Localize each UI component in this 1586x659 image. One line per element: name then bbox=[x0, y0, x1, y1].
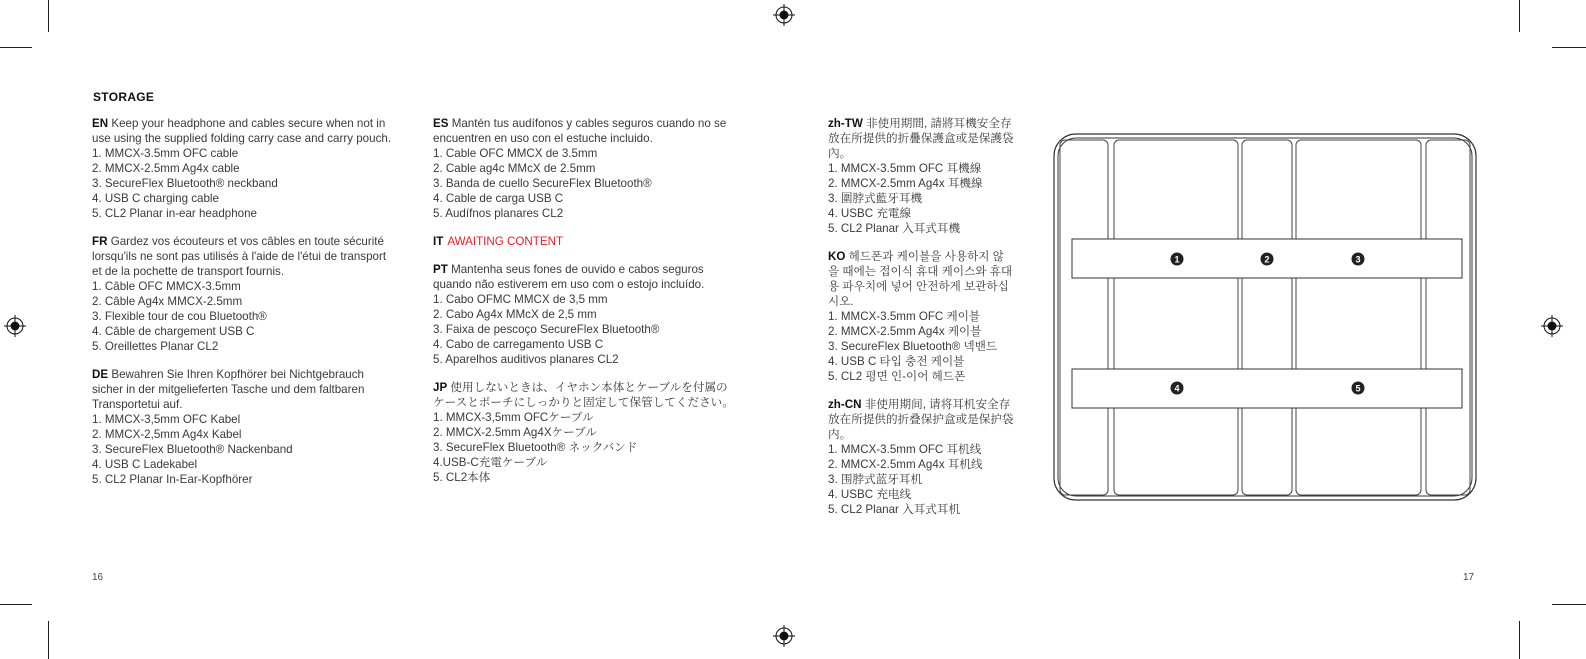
list-item: 2. Câble Ag4x MMCX-2.5mm bbox=[92, 295, 243, 308]
case-outer-outline bbox=[1054, 134, 1476, 500]
marker-label: 2 bbox=[1264, 254, 1270, 265]
list-item: 4. Cable de carga USB C bbox=[433, 192, 564, 205]
list-item: 3. 围脖式蓝牙耳机 bbox=[828, 473, 923, 486]
list-item: 4. USB C Ladekabel bbox=[92, 458, 198, 471]
compartment bbox=[1296, 140, 1421, 495]
language-code: IT bbox=[433, 235, 444, 248]
middle-column bbox=[433, 116, 739, 498]
marker-label: 1 bbox=[1174, 254, 1180, 265]
marker-5-icon bbox=[1352, 382, 1365, 395]
page-number-right: 17 bbox=[1463, 572, 1475, 583]
language-code: ES bbox=[433, 117, 449, 130]
intro-text: Mantenha seus fones de ouvido e cabos seguros quando não estiverem em uso com o estojo incluído. bbox=[433, 263, 705, 291]
list-item: 5. CL2本体 bbox=[433, 471, 491, 484]
marker-4-icon bbox=[1171, 382, 1184, 395]
list-item: 5. CL2 평면 인-이어 헤드폰 bbox=[828, 370, 966, 383]
intro-text: 非使用期间, 请将耳机安全存放在所提供的折叠保护盒或是保护袋内。 bbox=[828, 398, 1014, 441]
language-code: zh-CN bbox=[828, 398, 862, 411]
list-item: 1. Cable OFC MMCX de 3.5mm bbox=[433, 147, 598, 160]
marker-label: 4 bbox=[1174, 383, 1180, 394]
list-item: 2. Cable ag4c MMcX de 2.5mm bbox=[433, 162, 596, 175]
list-item: 3. SecureFlex Bluetooth® Nackenband bbox=[92, 443, 293, 456]
intro-text: 使用しないときは、イヤホン本体とケーブルを付属のケースとポーチにしっかりと固定して保管してください。 bbox=[433, 381, 734, 409]
callout-band-bottom bbox=[1072, 369, 1462, 408]
case-inner-outline bbox=[1058, 138, 1472, 496]
crop-mark bbox=[1552, 604, 1586, 605]
list-item: 1. Cabo OFMC MMCX de 3,5 mm bbox=[433, 293, 608, 306]
list-item: 1. MMCX-3.5mm OFC 케이블 bbox=[828, 310, 981, 323]
language-section-ko bbox=[828, 249, 1014, 384]
list-item: 2. MMCX-2,5mm Ag4x Kabel bbox=[92, 428, 242, 441]
list-item: 1. MMCX-3.5mm OFC 耳机线 bbox=[828, 443, 982, 456]
language-section-zh-tw bbox=[828, 116, 1014, 236]
list-item: 3. 圍脖式藍牙耳機 bbox=[828, 192, 923, 205]
language-code: FR bbox=[92, 235, 108, 248]
list-item: 1. Câble OFC MMCX-3.5mm bbox=[92, 280, 241, 293]
list-item: 4. USBC 充电线 bbox=[828, 488, 912, 501]
list-item: 5. CL2 Planar in-ear headphone bbox=[92, 207, 258, 220]
list-item: 4.USB-C充電ケーブル bbox=[433, 456, 548, 469]
page-title: STORAGE bbox=[93, 90, 155, 104]
list-item: 4. USB C 타입 충전 케이블 bbox=[828, 355, 965, 368]
list-item: 3. Banda de cuello SecureFlex Bluetooth® bbox=[433, 177, 652, 190]
language-section-zh-cn bbox=[828, 397, 1014, 517]
list-item: 5. CL2 Planar 入耳式耳机 bbox=[828, 503, 961, 516]
marker-2-icon bbox=[1261, 253, 1274, 266]
page-number-left: 16 bbox=[92, 572, 104, 583]
list-item: 5. Oreillettes Planar CL2 bbox=[92, 340, 219, 353]
crop-mark bbox=[0, 604, 32, 605]
intro-text: 非使用期間, 請將耳機安全存放在所提供的折疊保護盒或是保護袋內。 bbox=[828, 117, 1014, 160]
list-item: 2. MMCX-2.5mm Ag4x 耳机线 bbox=[828, 458, 983, 471]
list-item: 4. Câble de chargement USB C bbox=[92, 325, 255, 338]
carry-case-diagram bbox=[1052, 132, 1480, 504]
language-section-jp bbox=[433, 380, 739, 485]
compartment bbox=[1060, 140, 1108, 495]
list-item: 2. MMCX-2.5mm Ag4x cable bbox=[92, 162, 240, 175]
awaiting-content-notice: AWAITING CONTENT bbox=[447, 235, 564, 248]
list-item: 4. Cabo de carregamento USB C bbox=[433, 338, 604, 351]
list-item: 1. MMCX-3.5mm OFC 耳機線 bbox=[828, 162, 982, 175]
registration-mark-icon bbox=[773, 4, 795, 26]
registration-mark-icon bbox=[1541, 315, 1563, 337]
list-item: 3. SecureFlex Bluetooth® 넥밴드 bbox=[828, 340, 998, 353]
list-item: 5. CL2 Planar 入耳式耳機 bbox=[828, 222, 961, 235]
intro-text: Keep your headphone and cables secure when not in use using the supplied folding carry case and carry pouch. bbox=[92, 117, 392, 145]
registration-mark-icon bbox=[773, 625, 795, 647]
crop-mark bbox=[1519, 621, 1520, 659]
marker-3-icon bbox=[1352, 253, 1365, 266]
list-item: 2. MMCX-2.5mm Ag4x 耳機線 bbox=[828, 177, 983, 190]
language-code: EN bbox=[92, 117, 109, 130]
compartment bbox=[1426, 140, 1470, 495]
list-item: 2. MMCX-2.5mm Ag4Xケーブル bbox=[433, 426, 597, 439]
right-column bbox=[828, 116, 1014, 530]
list-item: 1. MMCX-3,5mm OFC Kabel bbox=[92, 413, 241, 426]
list-item: 1. MMCX-3,5mm OFCケーブル bbox=[433, 411, 594, 424]
language-code: KO bbox=[828, 250, 846, 263]
left-column bbox=[92, 116, 398, 500]
language-code: JP bbox=[433, 381, 448, 394]
crop-mark bbox=[0, 47, 32, 48]
list-item: 4. USBC 充電線 bbox=[828, 207, 912, 220]
list-item: 3. Flexible tour de cou Bluetooth® bbox=[92, 310, 267, 323]
language-section-pt bbox=[433, 262, 739, 367]
language-code: PT bbox=[433, 263, 448, 276]
compartment bbox=[1114, 140, 1238, 495]
crop-mark bbox=[48, 621, 49, 659]
list-item: 2. MMCX-2.5mm Ag4x 케이블 bbox=[828, 325, 982, 338]
language-section-es bbox=[433, 116, 739, 221]
compartment bbox=[1242, 140, 1292, 495]
marker-1-icon bbox=[1171, 253, 1184, 266]
list-item: 5. Aparelhos auditivos planares CL2 bbox=[433, 353, 619, 366]
list-item: 5. CL2 Planar In-Ear-Kopfhörer bbox=[92, 473, 253, 486]
language-section-fr bbox=[92, 234, 398, 354]
language-code: zh-TW bbox=[828, 117, 863, 130]
intro-text: Gardez vos écouteurs et vos câbles en toute sécurité lorsqu'ils ne sont pas utilisés à l'aide de l'étui de transport et de la pochette de transport fournis. bbox=[92, 235, 387, 278]
list-item: 4. USB C charging cable bbox=[92, 192, 219, 205]
marker-label: 3 bbox=[1355, 254, 1361, 265]
marker-label: 5 bbox=[1355, 383, 1361, 394]
list-item: 1. MMCX-3.5mm OFC cable bbox=[92, 147, 239, 160]
intro-text: Bewahren Sie Ihren Kopfhörer bei Nichtgebrauch sicher in der mitgelieferten Tasche und dem faltbaren Transportetui auf. bbox=[92, 368, 365, 411]
crop-mark bbox=[48, 0, 49, 32]
language-section-it bbox=[433, 234, 739, 249]
list-item: 3. SecureFlex Bluetooth® ネックバンド bbox=[433, 441, 638, 454]
intro-text: Mantén tus audífonos y cables seguros cuando no se encuentren en uso con el estuche incluido. bbox=[433, 117, 727, 145]
list-item: 5. Audífnos planares CL2 bbox=[433, 207, 564, 220]
language-section-de bbox=[92, 367, 398, 487]
crop-mark bbox=[1552, 47, 1586, 48]
language-section-en bbox=[92, 116, 398, 221]
list-item: 2. Cabo Ag4x MMcX de 2,5 mm bbox=[433, 308, 597, 321]
list-item: 3. SecureFlex Bluetooth® neckband bbox=[92, 177, 278, 190]
list-item: 3. Faixa de pescoço SecureFlex Bluetooth® bbox=[433, 323, 660, 336]
registration-mark-icon bbox=[4, 315, 26, 337]
crop-mark bbox=[1519, 0, 1520, 32]
intro-text: 헤드폰과 케이블을 사용하지 않을 때에는 접이식 휴대 케이스와 휴대용 파우치에 넣어 안전하게 보관하십시오. bbox=[828, 250, 1013, 308]
language-code: DE bbox=[92, 368, 109, 381]
